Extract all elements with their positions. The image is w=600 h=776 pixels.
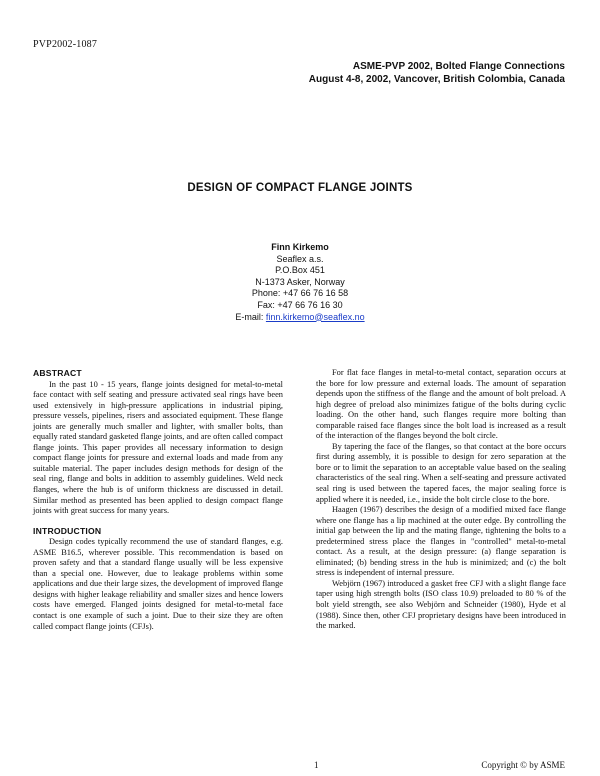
author-block — [0, 242, 600, 323]
author-email-line — [0, 312, 600, 324]
paragraph-haagen: Haagen (1967) describes the design of a modified mixed face flange where one flange has a lip machined at the outer edge. By controlling the initial gap between the lip and the mating flange, tightening the bolts to a predetermined stress place the flanges in "controlled" metal-to-metal contact. As a result, at the design pressure: (a) flange separation is eliminated; (b) bending stress in the hub is minimized; and (c) the bolt stress is independent of internal pressure. — [316, 505, 566, 578]
right-column — [316, 368, 566, 632]
left-column — [33, 368, 283, 632]
email-label: E-mail: — [235, 311, 266, 322]
copyright: Copyright © by ASME — [481, 760, 565, 770]
page-number: 1 — [314, 760, 319, 770]
author-city: N-1373 Asker, Norway — [255, 276, 345, 287]
email-link[interactable]: finn.kirkemo@seaflex.no — [265, 311, 365, 322]
author-po-box: P.O.Box 451 — [275, 265, 325, 276]
abstract-text: In the past 10 - 15 years, flange joints designed for metal-to-metal face contact with self seating and pressure activated seal rings have been used extensively in high-pressure applications in industrial piping, pressure vessels, pipelines, risers and associated equipment. These flange joints are generally much smaller and lighter, with smaller bolts, than equally rated standard gasketed flange joints, and are often called compact flange joints. This paper provides all necessary information to design compact flange joints for pressure and external loads and made from any suitable material. The paper includes design methods for design of the seal ring, flange and bolts in addition to assembly guidelines. Weld neck flanges, where the hub is of uniform thickness are discussed in detail. Similar method as presented has been applied to design compact flange joints with great success for many years. — [33, 379, 283, 516]
abstract-heading: ABSTRACT — [33, 368, 82, 378]
paragraph-webjorn: Webjörn (1967) introduced a gasket free CFJ with a slight flange face taper using high strength bolts (ISO class 10.9) preloaded to 80 % of the bolt yield strength, see also Webjörn and Schneider (1980), Hyde et al (1988). Since then, other CFJ proprietary designs have been introduced in the marked. — [316, 578, 566, 631]
introduction-heading: INTRODUCTION — [33, 525, 102, 536]
conference-line-1: ASME-PVP 2002, Bolted Flange Connections — [352, 61, 565, 72]
author-phone: Phone: +47 66 76 16 58 — [251, 288, 349, 299]
conference-info — [309, 60, 565, 86]
paragraph-flat-face: For flat face flanges in metal-to-metal contact, separation occurs at the bore for low pressure and external loads. The amount of separation depends upon the stiffness of the flange and the amount of bolt preload. A high degree of preload also minimizes fatigue of the bolts during cyclic loading. On the other hand, such flanges require more bolting than comparable raised face flanges since the bolt load is increased as a result of the interaction of the flanges beyond the bolt circle. — [316, 368, 566, 441]
author-company: Seaflex a.s. — [276, 253, 324, 264]
paragraph-tapering: By tapering the face of the flanges, so that contact at the bore occurs first during assembly, it is possible to design for zero separation at the bore or to limit the separation to an acceptable value based on the sealing characteristics of the seal ring. When a self-seating and pressure activated seal ring is used between the tapered faces, the major sealing force is applied where it is needed, i.e., inside the bolt circle close to the bore. — [316, 441, 566, 504]
introduction-text: Design codes typically recommend the use of standard flanges, e.g. ASME B16.5, wherever possible. This recommendation is based on proven safety and that a standard flange usually will be less expensive than a special one. However, due to leakage problems within some applications and due their large sizes, the development of improved flange designs with higher leakage reliability and smaller sizes and hence lowers costs have emerged. Flanged joints designed for metal-to-metal face contact is one example of such a joint. Due to their size they are often called compact flange joints (CFJs). — [33, 537, 283, 631]
author-name: Finn Kirkemo — [271, 242, 329, 252]
paper-id: PVP2002-1087 — [33, 39, 98, 50]
author-fax: Fax: +47 66 76 16 30 — [257, 299, 343, 310]
paper-title: DESIGN OF COMPACT FLANGE JOINTS — [187, 182, 413, 194]
conference-line-2: August 4-8, 2002, Vancover, British Colombia, Canada — [308, 74, 565, 85]
